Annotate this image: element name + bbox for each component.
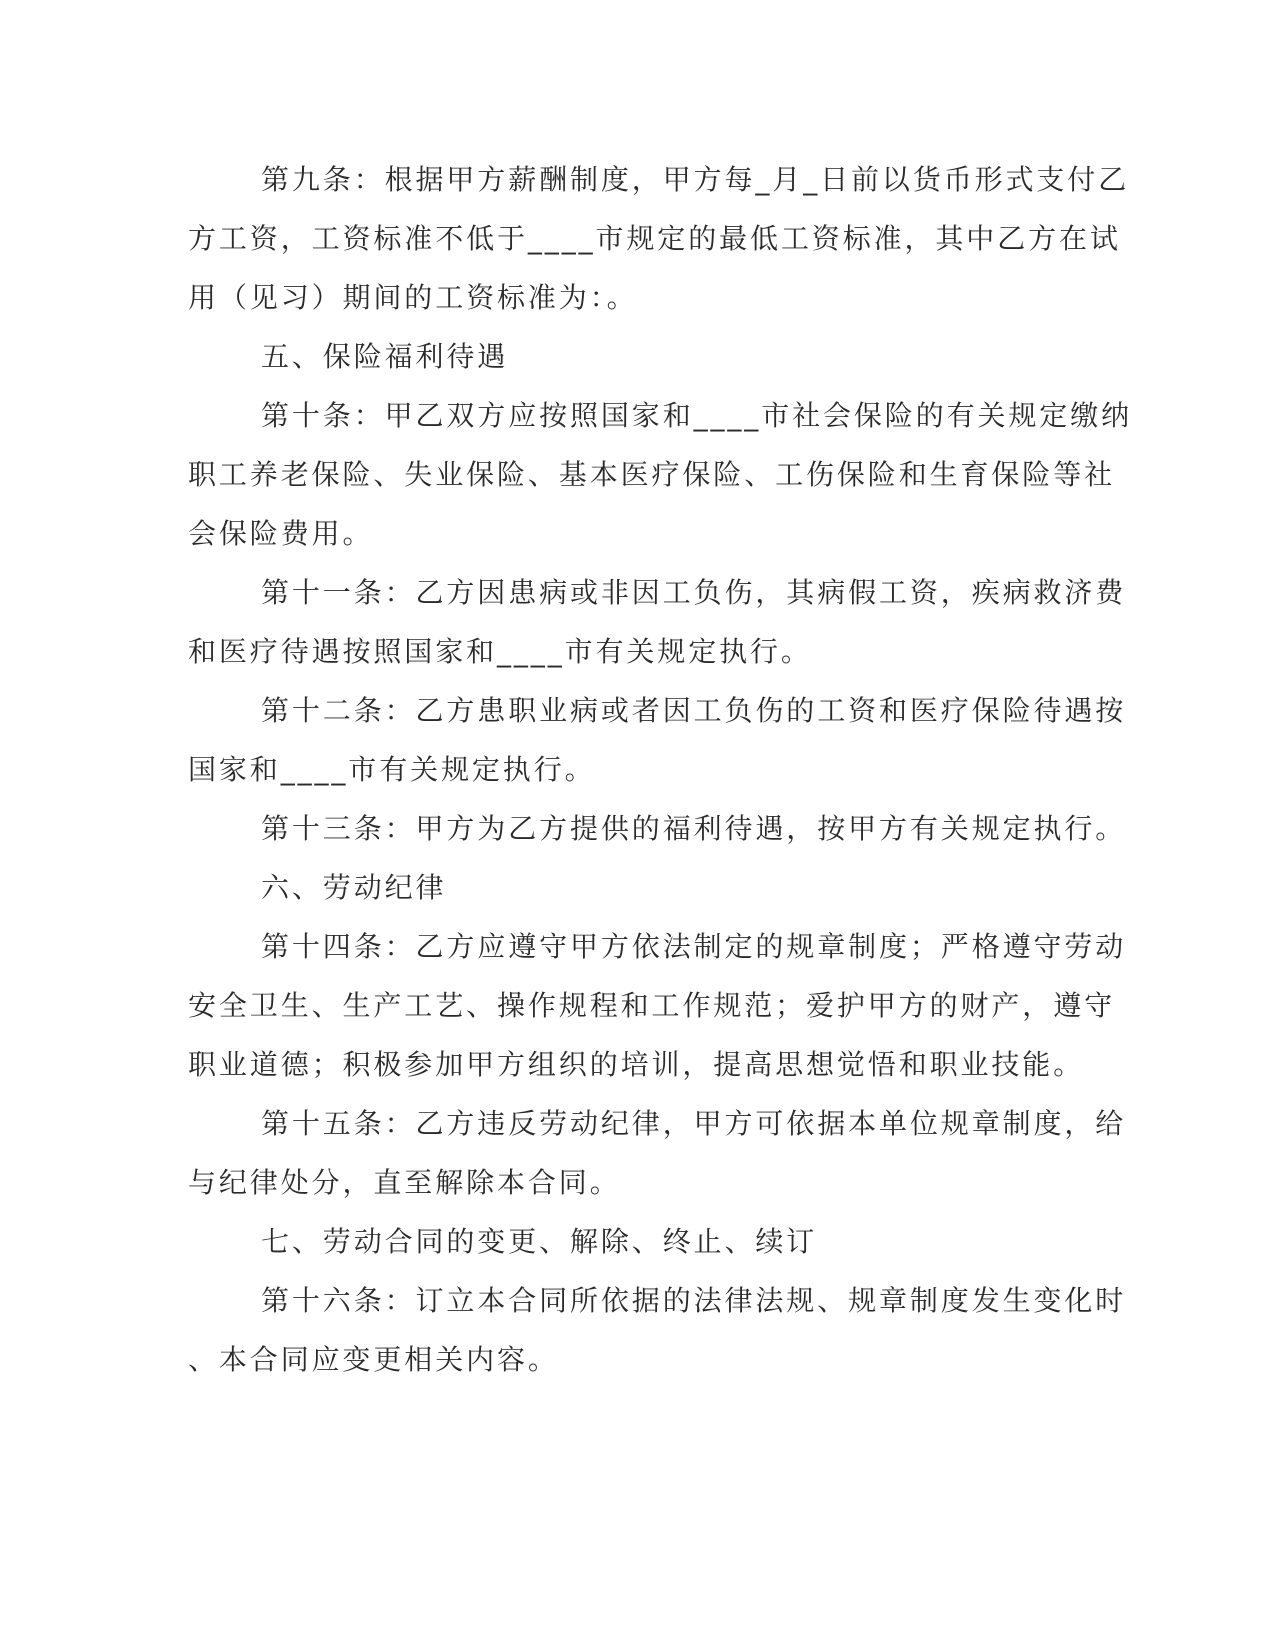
article-14-line-2: 安全卫生、生产工艺、操作规程和工作规范；爱护甲方的财产，遵守 (188, 989, 1116, 1022)
article-10-line-3: 会保险费用。 (188, 517, 374, 550)
article-10-line-2: 职工养老保险、失业保险、基本医疗保险、工伤保险和生育保险等社 (188, 458, 1116, 491)
article-14-line-3: 职业道德；积极参加甲方组织的培训，提高思想觉悟和职业技能。 (188, 1048, 1085, 1081)
section-7-heading: 七、劳动合同的变更、解除、终止、续订 (261, 1225, 818, 1258)
section-6-heading: 六、劳动纪律 (261, 871, 447, 904)
article-14-line-1: 第十四条：乙方应遵守甲方依法制定的规章制度；严格遵守劳动 (261, 930, 1127, 963)
article-12-line-2: 国家和____市有关规定执行。 (188, 753, 596, 786)
article-11-line-1: 第十一条：乙方因患病或非因工负伤，其病假工资，疾病救济费 (261, 576, 1127, 609)
article-15-line-2: 与纪律处分，直至解除本合同。 (188, 1166, 621, 1199)
article-9-line-1: 第九条：根据甲方薪酬制度，甲方每_月_日前以货币形式支付乙 (261, 163, 1130, 196)
article-9-line-3: 用（见习）期间的工资标准为：。 (188, 281, 638, 314)
article-12-line-1: 第十二条：乙方患职业病或者因工负伤的工资和医疗保险待遇按 (261, 694, 1127, 727)
article-15-line-1: 第十五条：乙方违反劳动纪律，甲方可依据本单位规章制度，给 (261, 1107, 1127, 1140)
article-11-line-2: 和医疗待遇按照国家和____市有关规定执行。 (188, 635, 812, 668)
article-9-line-2: 方工资，工资标准不低于____市规定的最低工资标准，其中乙方在试 (188, 222, 1121, 255)
article-13-line-1: 第十三条：甲方为乙方提供的福利待遇，按甲方有关规定执行。 (261, 812, 1127, 845)
article-16-line-1: 第十六条：订立本合同所依据的法律法规、规章制度发生变化时 (261, 1284, 1127, 1317)
section-5-heading: 五、保险福利待遇 (261, 340, 509, 373)
article-16-line-2: 、本合同应变更相关内容。 (188, 1343, 559, 1376)
article-10-line-1: 第十条：甲乙双方应按照国家和____市社会保险的有关规定缴纳 (261, 399, 1133, 432)
